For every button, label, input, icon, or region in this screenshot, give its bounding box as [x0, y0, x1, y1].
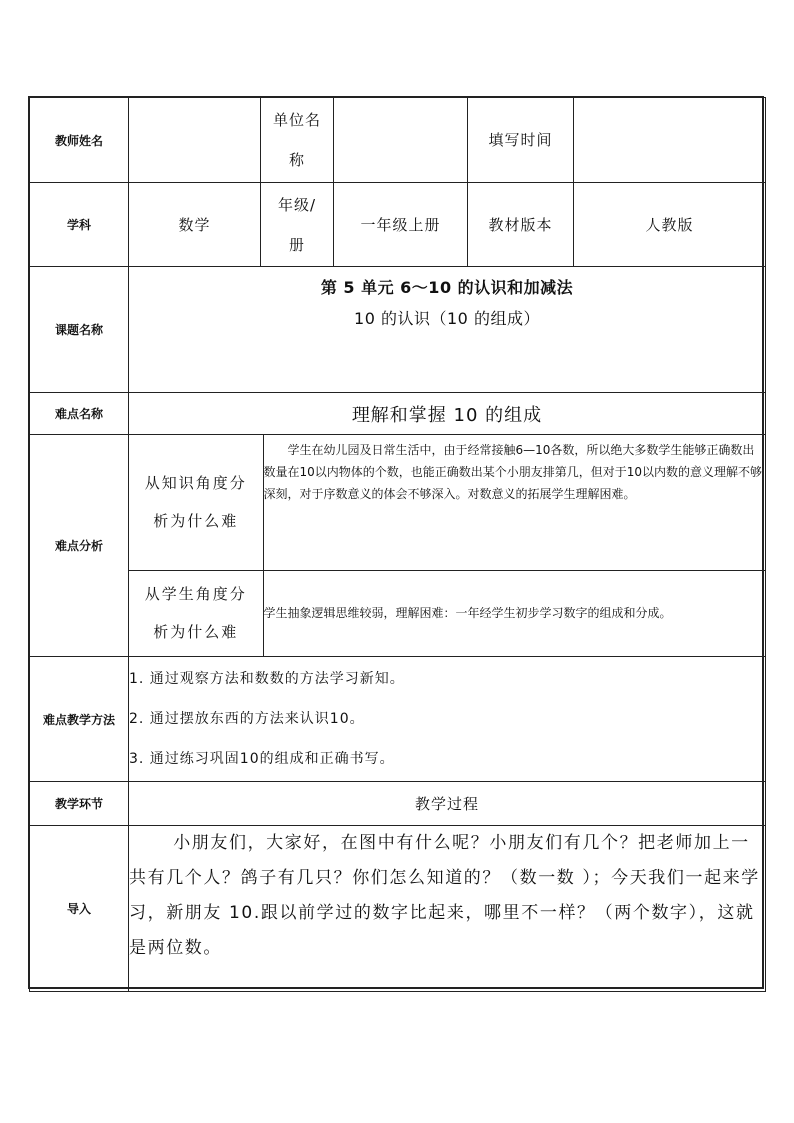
- grade-label-line2: 册: [288, 235, 305, 254]
- student-angle-text: 学生抽象逻辑思维较弱，理解困难：一年经学生初步学习数字的组成和分成。: [263, 570, 765, 656]
- student-angle-label: [129, 570, 263, 656]
- header-row: [30, 98, 766, 183]
- teaching-method-list: [129, 657, 766, 782]
- grade-label-line1: 年级/: [277, 195, 317, 214]
- knowledge-angle-text: 学生在幼儿园及日常生活中，由于经常接触6—10各数，所以绝大多数学生能够正确数出数量在10以内物体的个数，也能正确数出某个小朋友排第几，但对于10以内数的意义理解不够深刻，对于序数意义的体会不够深入。对数意义的拓展学生理解困难。: [263, 435, 765, 570]
- fill-date-label: 填写时间: [468, 98, 574, 183]
- lesson-row: [30, 267, 766, 393]
- analysis-row: [30, 435, 766, 657]
- unit-name-label-line2: 称: [288, 151, 305, 169]
- intro-text: 小朋友们，大家好，在图中有什么呢？小朋友们有几个？把老师加上一共有几个人？鸽子有几只？你们怎么知道的？（数一数 ）；今天我们一起来学习，新朋友 10.跟以前学过的数字比起来，哪里不一样？（两个数字），这就是两位数。: [129, 826, 766, 992]
- methods-row: [30, 657, 766, 782]
- analysis-student-row: [129, 570, 765, 656]
- teacher-name-label: 教师姓名: [30, 98, 129, 183]
- knowledge-angle-label-line1: 从知识角度分: [144, 474, 247, 493]
- student-angle-label-line2: 析为什么难: [153, 623, 239, 642]
- fill-date-value[interactable]: [574, 98, 766, 183]
- teaching-method-label: 难点教学方法: [30, 657, 129, 782]
- student-angle-label-line1: 从学生角度分: [144, 585, 247, 604]
- unit-name-value[interactable]: [334, 98, 468, 183]
- knowledge-angle-label-line2: 析为什么难: [153, 512, 239, 531]
- knowledge-angle-label: [129, 435, 263, 570]
- difficulty-analysis-cell: [129, 435, 766, 657]
- method-item-2: 2. 通过摆放东西的方法来认识10。: [129, 711, 365, 727]
- method-item-1: 1. 通过观察方法和数数的方法学习新知。: [129, 671, 405, 687]
- lesson-title-line2: 10 的认识（10 的组成）: [354, 309, 540, 328]
- subject-label: 学科: [30, 183, 129, 267]
- intro-row: [30, 826, 766, 992]
- teacher-name-value[interactable]: [129, 98, 261, 183]
- lesson-title-label: 课题名称: [30, 267, 129, 393]
- edition-value: 人教版: [574, 183, 766, 267]
- subject-value: 数学: [129, 183, 261, 267]
- lesson-plan-table: [29, 97, 766, 992]
- lesson-title-cell: [129, 267, 766, 393]
- process-header-row: [30, 782, 766, 826]
- analysis-subtable: [129, 435, 765, 656]
- difficulty-row: [30, 393, 766, 435]
- difficulty-name-value: 理解和掌握 10 的组成: [129, 393, 766, 435]
- unit-name-label: [261, 98, 334, 183]
- intro-stage-label: 导入: [30, 826, 129, 992]
- teaching-process-label: 教学过程: [129, 782, 766, 826]
- lesson-title-line1: 第 5 单元 6～10 的认识和加减法: [320, 278, 574, 297]
- edition-label: 教材版本: [468, 183, 574, 267]
- analysis-knowledge-row: [129, 435, 765, 570]
- grade-label: [261, 183, 334, 267]
- grade-value: 一年级上册: [334, 183, 468, 267]
- method-item-3: 3. 通过练习巩固10的组成和正确书写。: [129, 751, 395, 767]
- difficulty-name-label: 难点名称: [30, 393, 129, 435]
- subject-row: [30, 183, 766, 267]
- difficulty-analysis-label: 难点分析: [30, 435, 129, 657]
- teaching-stage-label: 教学环节: [30, 782, 129, 826]
- unit-name-label-line1: 单位名: [272, 111, 321, 129]
